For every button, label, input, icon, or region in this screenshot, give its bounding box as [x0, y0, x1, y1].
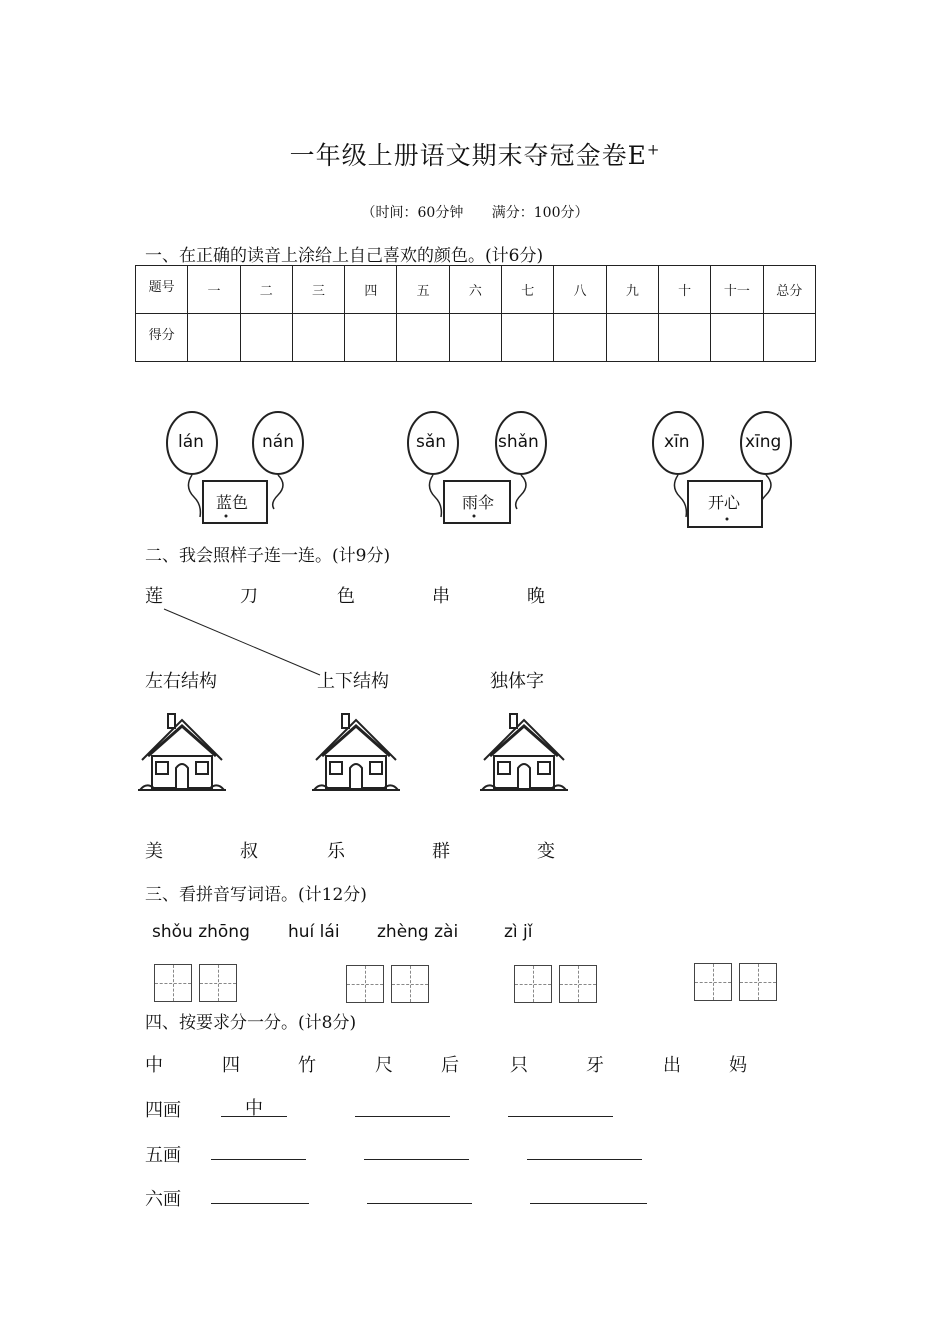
- writing-grid[interactable]: [346, 965, 384, 1003]
- page-title: 一年级上册语文期末夺冠金卷E+: [289, 140, 661, 170]
- exam-info: （时间：60分钟 满分：100分）: [361, 205, 589, 221]
- pinyin-word: zhèng zài: [377, 922, 459, 942]
- writing-grid[interactable]: [154, 964, 192, 1002]
- balloon-word: 开心: [708, 493, 741, 512]
- table-cell: 总分: [763, 266, 815, 314]
- match-char[interactable]: 乐: [327, 841, 345, 862]
- answer-line[interactable]: [530, 1181, 647, 1204]
- pinyin-option[interactable]: shǎn: [498, 432, 539, 452]
- classify-char: 尺: [375, 1055, 393, 1076]
- classify-char: 后: [441, 1055, 459, 1076]
- match-char[interactable]: 色: [337, 586, 355, 607]
- table-cell: 四: [345, 266, 397, 314]
- classify-char: 竹: [298, 1055, 316, 1076]
- classify-char: 牙: [586, 1055, 604, 1076]
- score-cell[interactable]: [554, 314, 606, 362]
- answer-line[interactable]: [364, 1137, 469, 1160]
- table-cell: 八: [554, 266, 606, 314]
- classify-char: 只: [510, 1055, 528, 1076]
- table-cell: 六: [449, 266, 501, 314]
- answer-line[interactable]: [527, 1137, 642, 1160]
- section-4-heading: 四、按要求分一分。(计8分): [145, 1013, 357, 1033]
- row-label: 四画: [145, 1100, 181, 1121]
- row-label: 得分: [136, 314, 188, 362]
- match-char[interactable]: 变: [537, 841, 555, 862]
- answer-line[interactable]: [355, 1094, 450, 1117]
- table-cell: 九: [606, 266, 658, 314]
- pinyin-option[interactable]: sǎn: [416, 432, 447, 452]
- classify-char: 出: [663, 1055, 681, 1076]
- pinyin-option[interactable]: xīn: [664, 432, 690, 452]
- score-cell[interactable]: [292, 314, 344, 362]
- pinyin-word: huí lái: [288, 922, 340, 942]
- answer-line[interactable]: [508, 1094, 613, 1117]
- score-cell[interactable]: [188, 314, 240, 362]
- table-cell: 五: [397, 266, 449, 314]
- pinyin-option[interactable]: lán: [178, 432, 204, 452]
- answer-line[interactable]: 中: [221, 1094, 287, 1117]
- score-cell[interactable]: [240, 314, 292, 362]
- table-cell: 一: [188, 266, 240, 314]
- house-icon: [312, 712, 400, 792]
- balloon-word: 蓝色: [216, 493, 249, 512]
- pinyin-option[interactable]: xīng: [745, 432, 782, 452]
- table-cell: 二: [240, 266, 292, 314]
- house-icon: [138, 712, 226, 792]
- table-cell: 七: [502, 266, 554, 314]
- answer-line[interactable]: [211, 1181, 309, 1204]
- score-cell[interactable]: [345, 314, 397, 362]
- score-cell[interactable]: [763, 314, 815, 362]
- pinyin-option[interactable]: nán: [262, 432, 294, 452]
- structure-label: 上下结构: [317, 671, 389, 692]
- score-cell[interactable]: [658, 314, 710, 362]
- row-label: 题号: [136, 266, 188, 314]
- match-char[interactable]: 刀: [240, 586, 258, 607]
- writing-grid[interactable]: [694, 963, 732, 1001]
- table-cell: 十一: [711, 266, 763, 314]
- section-3-heading: 三、看拼音写词语。(计12分): [145, 885, 367, 905]
- structure-label: 独体字: [490, 671, 544, 692]
- score-cell[interactable]: [711, 314, 763, 362]
- pinyin-word: shǒu zhōng: [152, 922, 250, 942]
- row-label: 五画: [145, 1145, 181, 1166]
- writing-grid[interactable]: [739, 963, 777, 1001]
- table-row: [136, 314, 816, 362]
- section-1-heading: 一、在正确的读音上涂给上自己喜欢的颜色。(计6分): [145, 246, 544, 266]
- match-char[interactable]: 叔: [240, 841, 258, 862]
- table-row: [136, 266, 816, 314]
- row-label: 六画: [145, 1189, 181, 1210]
- structure-label: 左右结构: [145, 671, 217, 692]
- score-cell[interactable]: [397, 314, 449, 362]
- answer-line[interactable]: [211, 1137, 306, 1160]
- balloon-word: 雨伞: [462, 493, 495, 512]
- score-cell[interactable]: [502, 314, 554, 362]
- match-char[interactable]: 晚: [527, 586, 545, 607]
- match-char[interactable]: 莲: [145, 586, 163, 607]
- match-char[interactable]: 群: [432, 841, 450, 862]
- classify-char: 中: [145, 1055, 163, 1076]
- writing-grid[interactable]: [391, 965, 429, 1003]
- score-table: [135, 265, 816, 362]
- classify-char: 妈: [729, 1055, 747, 1076]
- writing-grid[interactable]: [559, 965, 597, 1003]
- table-cell: 十: [658, 266, 710, 314]
- table-cell: 三: [292, 266, 344, 314]
- answer-line[interactable]: [367, 1181, 472, 1204]
- score-cell[interactable]: [449, 314, 501, 362]
- writing-grid[interactable]: [199, 964, 237, 1002]
- classify-char: 四: [222, 1055, 240, 1076]
- match-char[interactable]: 美: [145, 841, 163, 862]
- match-char[interactable]: 串: [432, 586, 450, 607]
- house-icon: [480, 712, 568, 792]
- section-2-heading: 二、我会照样子连一连。(计9分): [145, 546, 391, 566]
- writing-grid[interactable]: [514, 965, 552, 1003]
- pinyin-word: zì jǐ: [504, 922, 533, 942]
- score-cell[interactable]: [606, 314, 658, 362]
